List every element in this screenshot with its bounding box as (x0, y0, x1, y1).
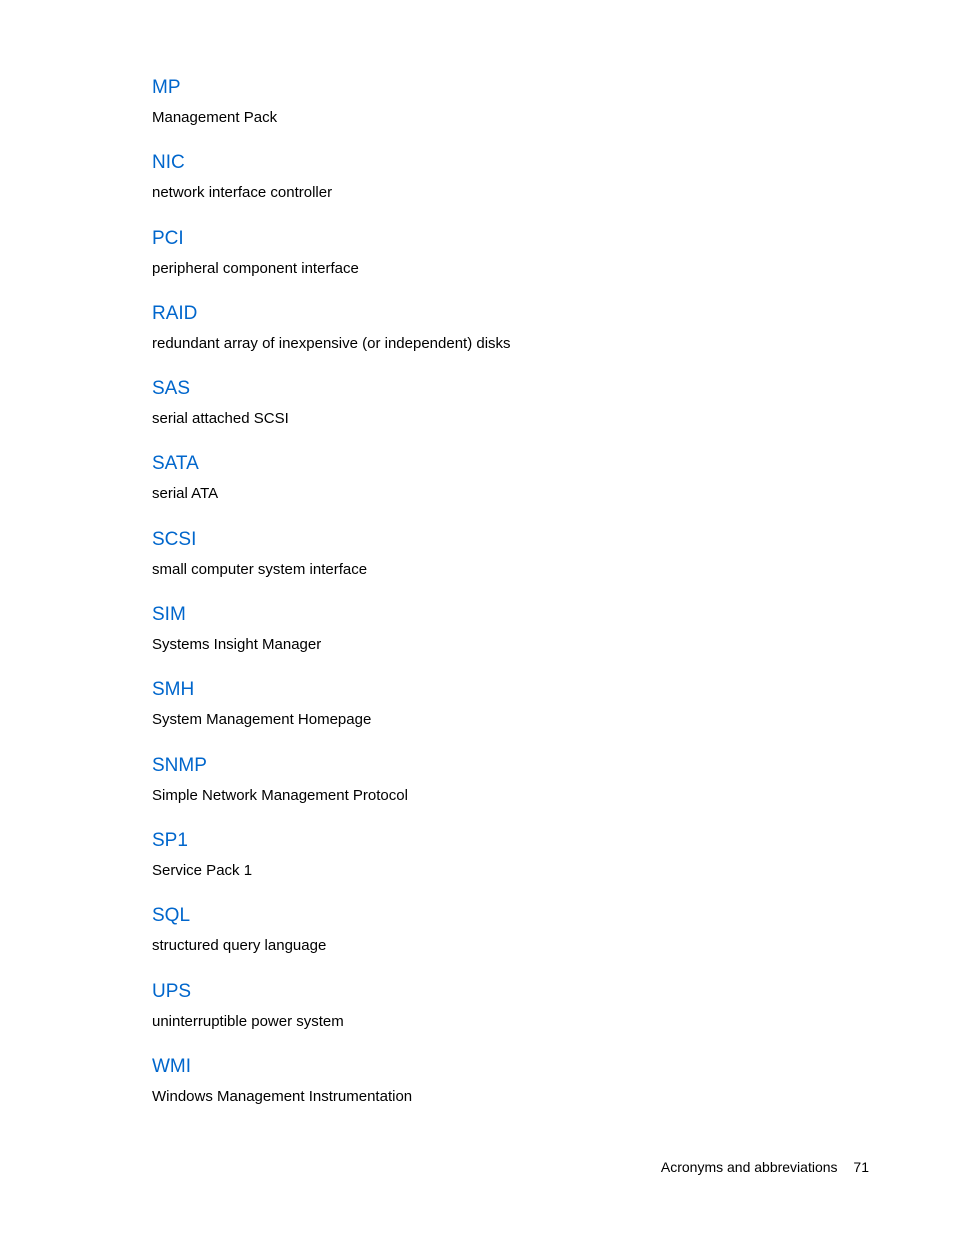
page-number: 71 (853, 1159, 869, 1175)
glossary-term[interactable]: SMH (152, 679, 195, 701)
glossary-entry (152, 75, 852, 150)
glossary-definition: uninterruptible power system (152, 1012, 344, 1030)
glossary-definition: serial ATA (152, 485, 219, 503)
page-footer (661, 1157, 869, 1177)
glossary-definition: structured query language (152, 937, 327, 955)
glossary-definition: Systems Insight Manager (152, 636, 322, 654)
glossary-term[interactable]: SAS (152, 378, 191, 400)
glossary-entry (152, 301, 852, 376)
glossary-term[interactable]: PCI (152, 227, 184, 249)
glossary-entry (152, 677, 852, 752)
glossary-entry (152, 150, 852, 225)
glossary-term[interactable]: NIC (152, 152, 185, 174)
glossary-definition: peripheral component interface (152, 259, 359, 277)
glossary-definition: Management Pack (152, 109, 278, 126)
glossary-term[interactable]: SCSI (152, 528, 197, 550)
glossary-definition: serial attached SCSI (152, 410, 289, 428)
footer-section-title: Acronyms and abbreviations (660, 1159, 838, 1175)
glossary-term[interactable]: SIM (152, 604, 186, 626)
glossary-definition: Windows Management Instrumentation (152, 1087, 413, 1105)
glossary-definition: network interface controller (152, 184, 333, 202)
glossary-term[interactable]: SQL (152, 905, 191, 927)
glossary-term[interactable]: SATA (152, 453, 199, 475)
glossary-entry (152, 376, 852, 451)
glossary-entry (152, 602, 852, 677)
glossary-term[interactable]: SNMP (152, 754, 207, 776)
glossary-entry (152, 753, 852, 828)
glossary-entry (152, 527, 852, 602)
glossary-list (152, 75, 852, 1129)
glossary-entry (152, 1054, 852, 1129)
glossary-entry (152, 828, 852, 903)
glossary-term[interactable]: UPS (152, 980, 192, 1002)
glossary-term[interactable]: SP1 (152, 829, 188, 851)
glossary-definition: System Management Homepage (152, 711, 372, 729)
glossary-entry (152, 226, 852, 301)
glossary-entry (152, 979, 852, 1054)
glossary-definition: small computer system interface (152, 560, 368, 578)
glossary-term[interactable]: MP (152, 77, 181, 98)
glossary-definition: Service Pack 1 (152, 861, 253, 879)
glossary-entry (152, 903, 852, 978)
glossary-entry (152, 451, 852, 526)
glossary-definition: Simple Network Management Protocol (152, 786, 408, 804)
glossary-term[interactable]: RAID (152, 302, 198, 324)
glossary-definition: redundant array of inexpensive (or independent) disks (152, 334, 511, 352)
glossary-term[interactable]: WMI (152, 1055, 192, 1077)
